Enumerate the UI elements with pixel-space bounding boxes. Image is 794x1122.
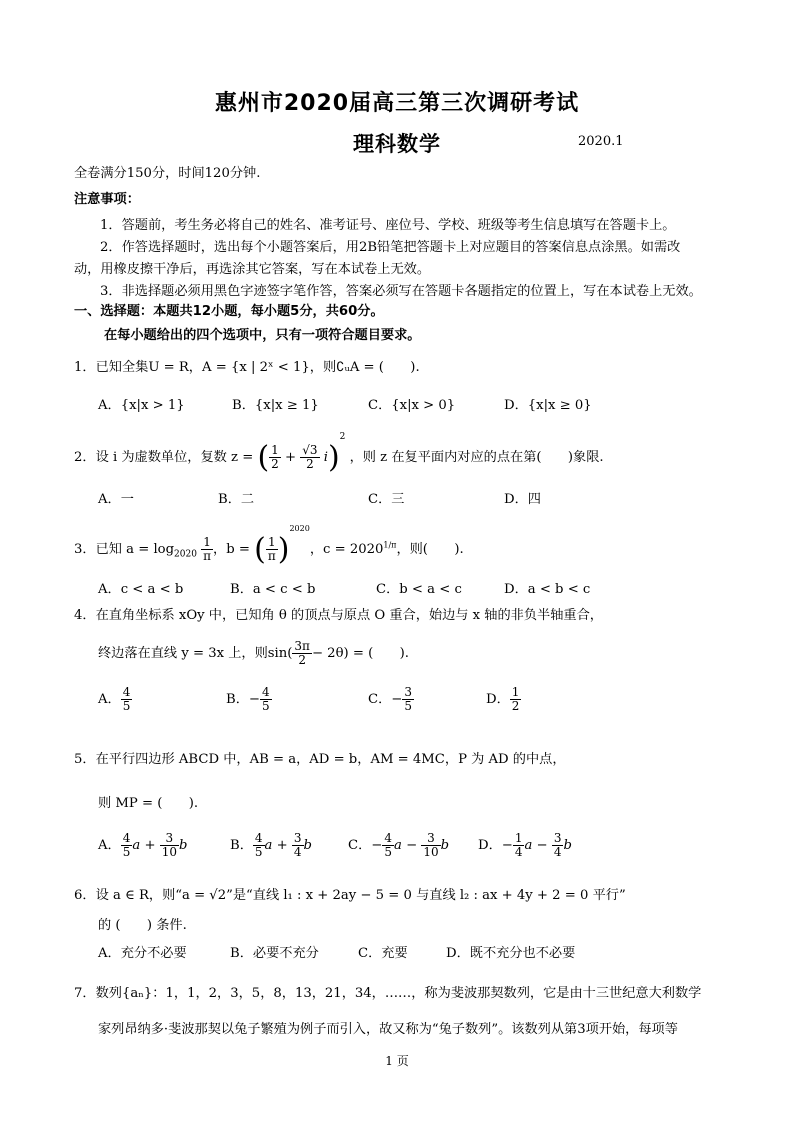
q3-option-d: D．a < b < c — [504, 582, 591, 597]
q5-option-b: B． $\frac{4}{5}$ a + $\frac{3}{4}$ b — [230, 831, 312, 859]
question-5: 5．在平行四边形 ABCD 中，AB = a，AD = b，AM = 4MC，P 为 AD 的中点， — [74, 752, 566, 767]
q1-option-c: C．{x|x > 0} — [368, 398, 456, 413]
q2-prefix: 2．设 i 为虚数单位，复数 z = — [74, 450, 254, 465]
q3-c-exponent: 1/π — [383, 540, 397, 550]
q4-frac: $\frac{3\pi}{2}$ — [294, 639, 310, 667]
q1-option-a: A．{x|x > 1} — [98, 398, 185, 413]
q4-option-b: B．− $\frac{4}{5}$ — [226, 685, 270, 713]
q4-prefix: 终边落在直线 y = 3x 上，则sin( — [98, 646, 293, 661]
q5-option-c: C．− $\frac{4}{5}$ a − $\frac{3}{10}$ b — [348, 831, 450, 859]
note-2b: 动，用橡皮擦干净后，再选涂其它答案，写在本试卷上无效。 — [74, 262, 431, 277]
q3-c-eq: ，c = 2020 — [309, 542, 384, 557]
q2-option-a: A．一 — [98, 492, 134, 507]
question-6: 6．设 a ∈ R，则“a = √2”是“直线 l₁ : x + 2ay − 5 = 0 与直线 l₂ : ax + 4y + 2 = 0 平行” — [74, 888, 626, 903]
section-instruction: 在每小题给出的四个选项中，只有一项符合题目要求。 — [104, 328, 421, 343]
question-3 — [74, 524, 464, 567]
question-1: 1．已知全集U = R，A = {x | 2ˣ < 1}，则∁ᵤA = ( ). — [74, 360, 420, 375]
q1-option-d: D．{x|x ≥ 0} — [504, 398, 592, 413]
page-number: 1 页 — [385, 1054, 409, 1068]
q6-option-a: A．充分不必要 — [98, 946, 187, 961]
q4-option-d: D． $\frac{1}{2}$ — [486, 685, 520, 713]
q3-right-paren: ) — [277, 532, 290, 567]
q3-left-paren: ( — [254, 532, 266, 567]
q3-option-a: A．c < a < b — [98, 582, 184, 597]
q3-prefix: 3．已知 a = log — [74, 542, 175, 557]
q4-suffix: − 2θ) = ( ). — [311, 646, 409, 661]
q1-option-b: B．{x|x ≥ 1} — [232, 398, 319, 413]
note-3: 3．非选择题必须用黑色字迹签字笔作答，答案必须写在答题卡各题指定的位置上，写在本试卷上无效。 — [100, 284, 702, 299]
q2-option-b: B．二 — [218, 492, 255, 507]
q2-right-paren: ) — [327, 440, 340, 475]
question-7: 7．数列{aₙ}：1，1，2，3，5，8，13，21，34，……，称为斐波那契数列，它是由十三世纪意大利数学 — [74, 986, 702, 1001]
q6-option-d: D．既不充分也不必要 — [446, 946, 576, 961]
q2-suffix: ，则 z 在复平面内对应的点在第( )象限. — [349, 450, 604, 465]
notice-heading: 注意事项： — [74, 192, 140, 207]
score-info: 全卷满分150分，时间120分钟. — [74, 166, 261, 181]
q6-option-c: C．充要 — [358, 946, 408, 961]
question-4: 4．在直角坐标系 xOy 中，已知角 θ 的顶点与原点 O 重合，始边与 x 轴的非负半轴重合， — [74, 608, 603, 623]
question-4-line2 — [98, 640, 409, 667]
q3-b-exponent: 2020 — [289, 524, 310, 533]
question-7-line2: 家列昂纳多·斐波那契以兔子繁殖为例子而引入，故又称为“兔子数列”。该数列从第3项开始，每项等 — [98, 1022, 678, 1037]
q2-exponent: 2 — [339, 432, 346, 442]
q3-option-b: B．a < c < b — [230, 582, 316, 597]
exam-title: 惠州市2020届高三第三次调研考试 — [214, 91, 580, 116]
question-2: 2．设 i 为虚数单位，复数 z = ( $\frac{1}{2}$ + $\frac{√3}{2}$ i)$^2$ ，则 z 在复平面内对应的点在第( )象限. — [74, 432, 604, 475]
q4-option-c: C．− $\frac{3}{5}$ — [368, 685, 412, 713]
question-5-line2: 则 MP = ( ). — [98, 796, 199, 811]
section-heading: 一、选择题：本题共12小题，每小题5分，共60分。 — [74, 304, 384, 319]
q5-option-d: D．− $\frac{1}{4}$ a − $\frac{3}{4}$ b — [478, 831, 572, 859]
q3-option-c: C．b < a < c — [376, 582, 462, 597]
q3-suffix: ，则( ). — [396, 542, 464, 557]
note-2a: 2．作答选择题时，选出每个小题答案后，用2B铅笔把答题卡上对应题目的答案信息点涂黑。如需改 — [100, 240, 681, 255]
q3-frac-b: $\frac{1}{\pi}$ — [267, 535, 276, 563]
q3-b-eq: ，b = — [213, 542, 250, 557]
q2-frac-1: $\frac{1}{2}$ — [271, 443, 279, 471]
q2-frac-2: $\frac{√3}{2}$ — [302, 443, 318, 471]
q2-option-d: D．四 — [504, 492, 541, 507]
exam-date: 2020.1 — [578, 134, 624, 149]
q3-log-base: 2020 — [174, 549, 197, 560]
q5-option-a: A． $\frac{4}{5}$ a + $\frac{3}{10}$ b — [98, 831, 188, 859]
note-1: 1．答题前，考生务必将自己的姓名、准考证号、座位号、学校、班级等考生信息填写在答题卡上。 — [100, 218, 676, 233]
exam-subject: 理科数学 — [353, 132, 441, 156]
question-6-line2: 的 ( ) 条件. — [98, 918, 187, 933]
q2-left-paren: ( — [257, 440, 270, 475]
q6-option-b: B．必要不充分 — [230, 946, 319, 961]
q2-option-c: C．三 — [368, 492, 405, 507]
q4-option-a: A． $\frac{4}{5}$ — [98, 685, 131, 713]
q3-frac: $\frac{1}{\pi}$ — [203, 535, 212, 563]
